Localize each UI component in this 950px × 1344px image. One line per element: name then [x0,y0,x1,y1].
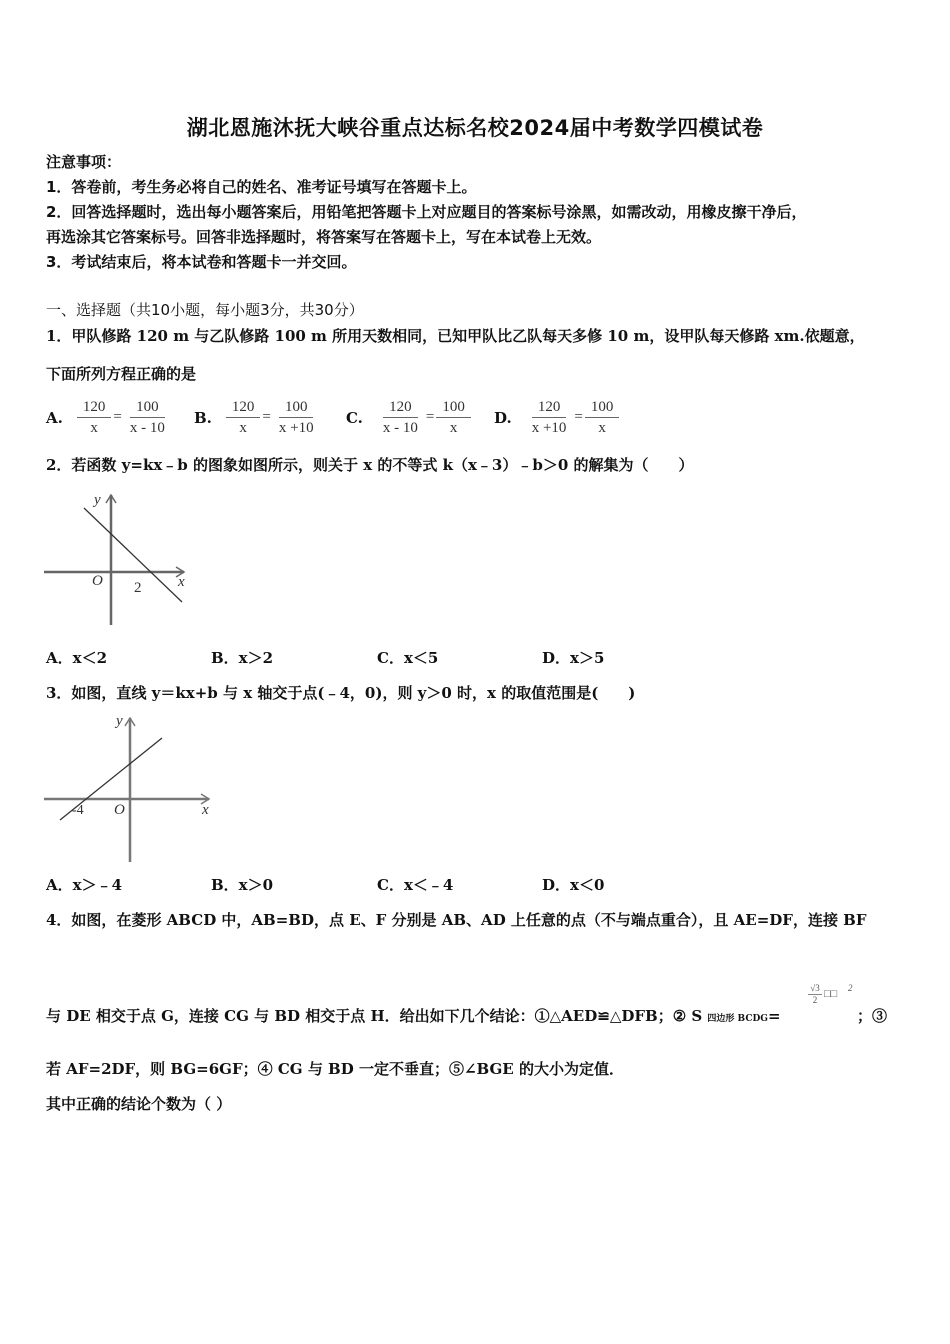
intercept-label: -4 [72,803,84,818]
q1-stem-line2: 下面所列方程正确的是 [46,365,197,383]
origin-label: O [92,573,103,589]
q1-option-a[interactable]: A. $\frac{120}{x}$ = $\frac{100}{x - 10}$ [46,397,196,438]
q1-option-d[interactable]: D. $\frac{120}{x +10}$ = $\frac{100}{x}$ [494,397,654,438]
q3-stem: 3．如图，直线 y＝kx+b 与 x 轴交于点(﹣4，0)，则 y＞0 时，x 的取值范围是( ) [46,684,636,702]
q4-stem-line1: 4．如图，在菱形 ABCD 中，AB=BD，点 E、F 分别是 AB、AD 上任意的点（不与端点重合），且 AE=DF，连接 BF [46,911,867,929]
notice-item-2-cont: 再选涂其它答案标号。回答非选择题时，将答案写在答题卡上，写在本试卷上无效。 [46,228,602,246]
q3-option-d[interactable]: D．x＜0 [542,876,605,894]
q1-option-b[interactable]: B. $\frac{120}{x}$ = $\frac{100}{x +10}$ [194,397,344,438]
q2-graph [44,490,194,630]
q1-stem-line1: 1．甲队修路 120 m 与乙队修路 100 m 所用天数相同，已知甲队比乙队每天多修 10 m，设甲队每天修路 xm.依题意， [46,327,865,345]
x-axis-label: x [202,802,209,818]
q3-option-a[interactable]: A．x＞﹣4 [46,876,123,894]
q4-stem-line4: 其中正确的结论个数为（ ） [46,1095,232,1113]
q3-option-c[interactable]: C．x＜﹣4 [377,876,454,894]
q1-option-c[interactable]: C. $\frac{120}{x - 10}$ = $\frac{100}{x}$ [346,397,496,438]
origin-label: O [114,802,125,818]
page-title: 湖北恩施沐抚大峡谷重点达标名校2024届中考数学四模试卷 [186,116,764,140]
fraction: $\frac{120}{x +10}$ [531,399,567,436]
area-subscript: 四边形 BCDG [707,1014,768,1024]
fraction: $\frac{120}{x - 10}$ [382,399,418,436]
q2-option-b[interactable]: B．x＞2 [211,649,274,667]
notice-item-3: 3．考试结束后，将本试卷和答题卡一并交回。 [46,253,357,271]
x-axis-label: x [178,574,185,590]
q2-option-d[interactable]: D．x＞5 [542,649,605,667]
q2-stem: 2．若函数 y=kx﹣b 的图象如图所示，则关于 x 的不等式 k（x﹣3）﹣b＞0 的解集为（ ） [46,456,694,474]
fraction: $\frac{100}{x - 10}$ [129,399,165,436]
intercept-label: 2 [134,580,142,596]
q3-graph [44,710,219,865]
y-axis-label: y [116,713,123,729]
y-axis-label: y [94,492,101,508]
notice-item-1: 1．答卷前，考生务必将自己的姓名、准考证号填写在答题卡上。 [46,178,477,196]
fraction: $\frac{100}{x +10}$ [278,399,314,436]
notice-heading: 注意事项： [46,153,122,171]
fraction: $\frac{120}{x}$ [77,397,112,438]
fraction: $\frac{100}{x}$ [436,397,471,438]
fraction: $\frac{100}{x}$ [585,397,620,438]
q3-option-b[interactable]: B．x＞0 [211,876,274,894]
q4-stem-line2-end: ；③ [857,1007,888,1025]
q2-option-c[interactable]: C．x＜5 [377,649,439,667]
q2-option-a[interactable]: A．x＜2 [46,649,108,667]
notice-item-2: 2．回答选择题时，选出每小题答案后，用铅笔把答题卡上对应题目的答案标号涂黑，如需改动，用橡皮擦干净后， [46,203,807,221]
fraction: $\frac{120}{x}$ [226,397,261,438]
q4-stem-line2: 与 DE 相交于点 G，连接 CG 与 BD 相交于点 H．给出如下几个结论：①△AED≌△DFB；② S 四边形 BCDG= [46,1007,781,1025]
section-heading: 一、选择题（共10小题，每小题3分，共30分） [46,301,364,319]
q4-stem-line3: 若 AF=2DF，则 BG=6GF；④ CG 与 BD 一定不垂直；⑤∠BGE 的大小为定值． [46,1060,624,1078]
